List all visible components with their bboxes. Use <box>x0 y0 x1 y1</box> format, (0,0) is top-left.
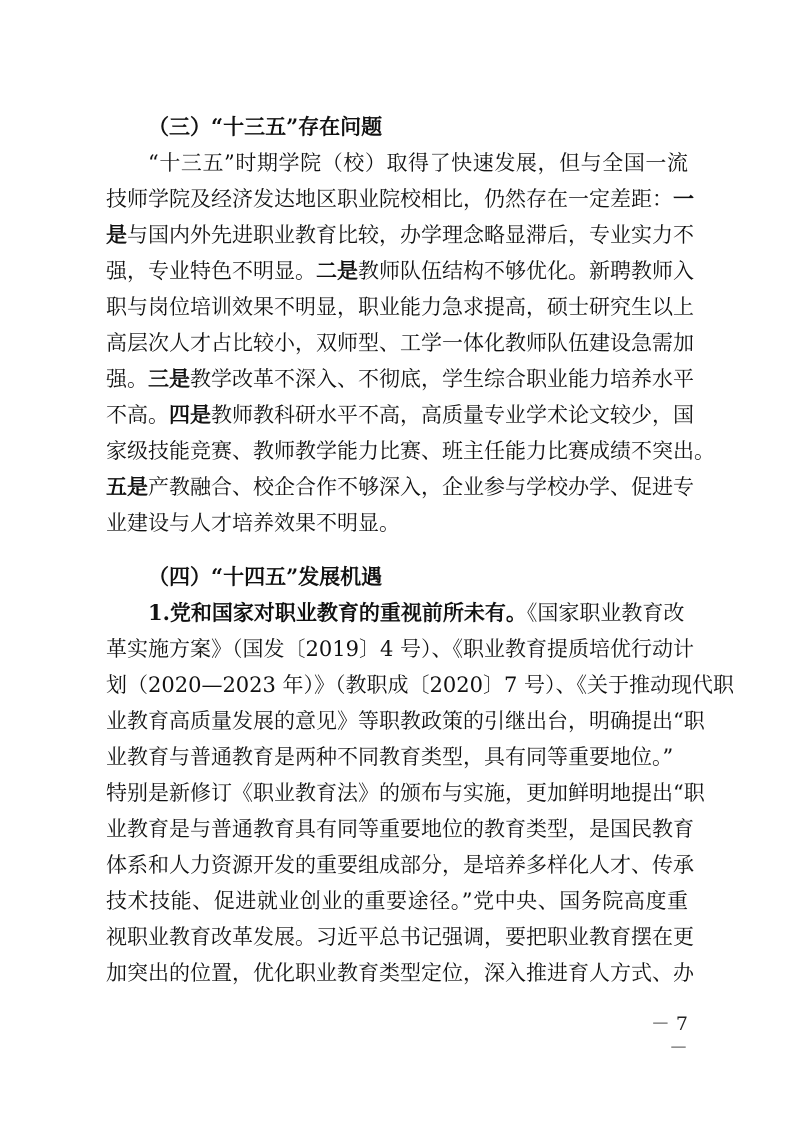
paragraph-text: 教师教科研水平不高，高质量专业学术论文较少，国 <box>211 403 694 427</box>
paragraph-line <box>148 598 688 628</box>
paragraph-line: 高层次人才占比较小，双师型、工学一体化教师队伍建设急需加 <box>106 331 694 355</box>
paragraph-line: 职与岗位培训效果不明显，职业能力急求提高，硕士研究生以上 <box>106 295 694 319</box>
paragraph-text: 技师学院及经济发达地区职业院校相比，仍然存在一定差距： <box>106 187 673 211</box>
paragraph-line: 视职业教育改革发展。习近平总书记强调，要把职业教育摆在更 <box>106 925 694 949</box>
paragraph-line <box>106 256 694 286</box>
paragraph-line <box>106 364 694 394</box>
paragraph-line: 家级技能竞赛、教师教学能力比赛、班主任能力比赛成绩不突出。 <box>106 439 715 463</box>
paragraph-text: 强。 <box>106 367 148 391</box>
bold-marker-third: 三是 <box>148 366 190 391</box>
paragraph-line: 特别是新修订《职业教育法》的颁布与实施，更加鲜明地提出“职 <box>106 781 705 805</box>
section-heading-problems: （三）“十三五”存在问题 <box>148 114 383 139</box>
paragraph-line: 业建设与人才培养效果不明显。 <box>106 511 400 535</box>
paragraph-text: 强，专业特色不明显。 <box>106 259 316 283</box>
paragraph-line <box>106 220 694 250</box>
page-number: － 7 － <box>650 1013 688 1059</box>
paragraph-line: 业教育是与普通教育具有同等重要地位的教育类型，是国民教育 <box>106 817 694 841</box>
bold-marker-first: 一 <box>673 186 694 211</box>
paragraph-line: 业教育高质量发展的意见》等职教政策的引继出台，明确提出“职 <box>106 709 705 733</box>
section-heading-opportunities: （四）“十四五”发展机遇 <box>148 564 383 589</box>
paragraph-line: 革实施方案》（国发〔2019〕4 号）、《职业教育提质培优行动计 <box>106 637 694 661</box>
paragraph-line: 体系和人力资源开发的重要组成部分，是培养多样化人才、传承 <box>106 853 694 877</box>
paragraph-line: 加突出的位置，优化职业教育类型定位，深入推进育人方式、办 <box>106 961 694 985</box>
paragraph-text: 不高。 <box>106 403 169 427</box>
paragraph-line <box>106 400 694 430</box>
bold-marker-fifth: 五是 <box>106 474 148 499</box>
paragraph-text: 教师队伍结构不够优化。新聘教师入 <box>358 259 694 283</box>
bold-marker-fourth: 四是 <box>169 402 211 427</box>
sub-heading: 1.党和国家对职业教育的重视前所未有。 <box>148 600 527 625</box>
paragraph-line: 业教育与普通教育是两种不同教育类型，具有同等重要地位。” <box>106 745 674 769</box>
paragraph-line <box>106 184 694 214</box>
paragraph-text: 教学改革不深入、不彻底，学生综合职业能力培养水平 <box>190 367 694 391</box>
bold-marker-first-cont: 是 <box>106 222 127 247</box>
paragraph-line: 技术技能、促进就业创业的重要途径。”党中央、国务院高度重 <box>106 889 688 913</box>
paragraph-text: 《国家职业教育改 <box>526 601 685 625</box>
paragraph-line: “十三五”时期学院（校）取得了快速发展，但与全国一流 <box>148 151 688 175</box>
bold-marker-second: 二是 <box>316 258 358 283</box>
paragraph-text: 与国内外先进职业教育比较，办学理念略显滞后，专业实力不 <box>127 223 694 247</box>
paragraph-text: 产教融合、校企合作不够深入，企业参与学校办学、促进专 <box>148 475 694 499</box>
paragraph-line <box>106 472 694 502</box>
paragraph-line: 划（2020—2023 年）》（教职成〔2020〕7 号）、《关于推动现代职 <box>106 673 735 697</box>
